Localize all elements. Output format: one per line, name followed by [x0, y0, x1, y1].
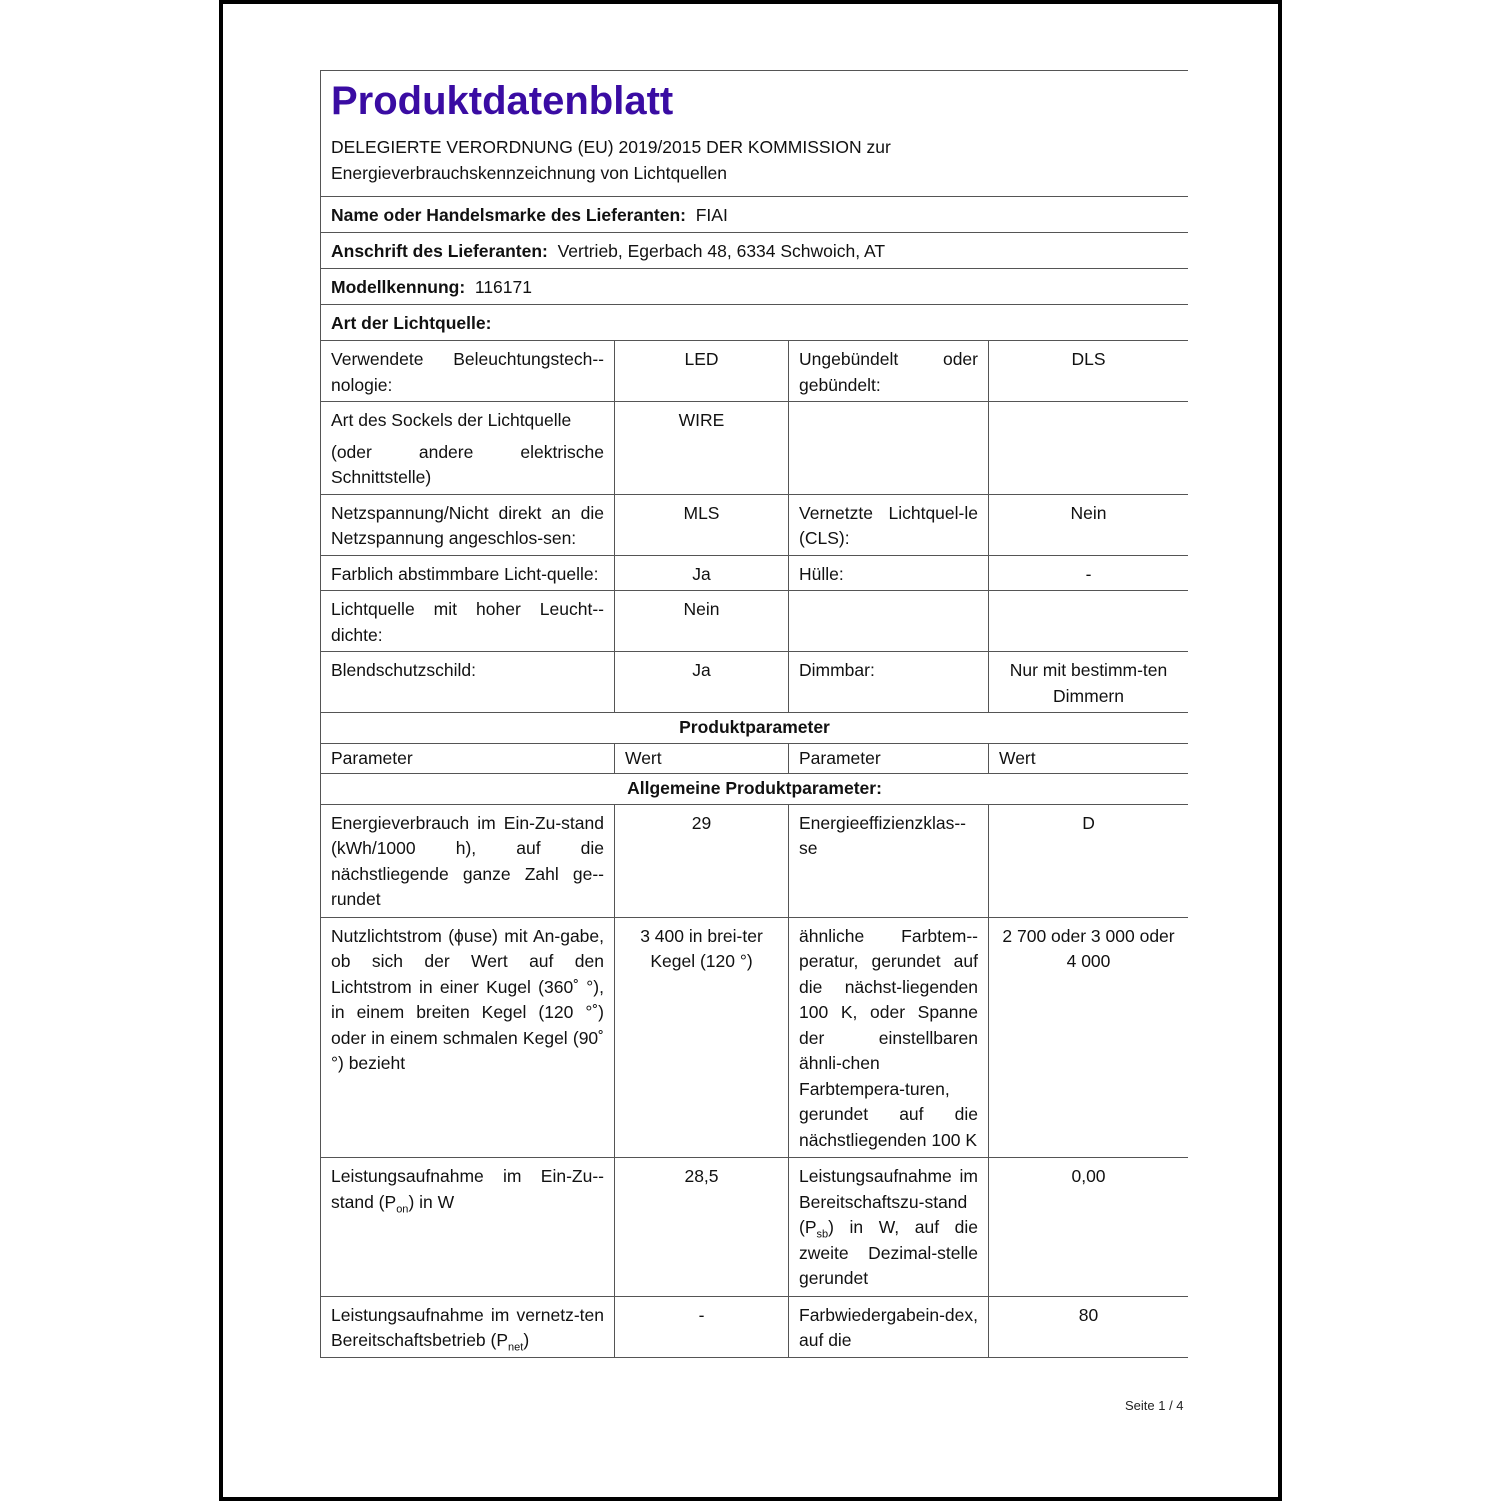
light-source-row — [321, 591, 1189, 652]
param-label: Blendschutzschild: — [321, 652, 615, 713]
supplier-address-value: Vertrieb, Egerbach 48, 6334 Schwoich, AT — [557, 241, 886, 261]
param-label: ähnliche Farbtem-peratur, gerundet auf die nächst-liegenden 100 K, oder Spanne der einstellbaren ähnli-chen Farbtempera-turen, gerundet auf die nächstliegenden 100 K — [789, 917, 989, 1158]
param-label: Nutzlichtstrom (ϕuse) mit An-gabe, ob sich der Wert auf den Lichtstrom in einer Kugel (360˚ °), in einem breiten Kegel (120 °˚) oder in einem schmalen Kegel (90˚ °) bezieht — [321, 917, 615, 1158]
supplier-address-row — [321, 233, 1189, 269]
param-label: Energieverbrauch im Ein-Zu-stand (kWh/1000 h), auf die nächstliegende ganze Zahl ge-rundet — [321, 804, 615, 917]
param-label — [789, 402, 989, 495]
param-label: Ungebündelt oder gebündelt: — [789, 341, 989, 402]
param-label-text: Leistungsaufnahme im Ein-Zu-stand (P — [331, 1166, 604, 1212]
param-label: Energieeffizienzklas-se — [789, 804, 989, 917]
param-label-text: ) in W, auf die zweite Dezimal-stelle gerundet — [799, 1217, 978, 1288]
page-number: Seite 1 / 4 — [1125, 1398, 1184, 1413]
light-source-row — [321, 652, 1189, 713]
param-label-line-1: Art des Sockels der Lichtquelle — [331, 410, 572, 430]
model-label: Modellkennung: — [331, 277, 466, 297]
param-label: Farbwiedergabein-dex, auf die — [789, 1296, 989, 1357]
param-value: Nein — [615, 591, 789, 652]
param-value: - — [615, 1296, 789, 1357]
light-source-row — [321, 402, 1189, 495]
param-value: DLS — [989, 341, 1189, 402]
param-value: 0,00 — [989, 1158, 1189, 1297]
light-source-row — [321, 555, 1189, 591]
column-header-wert: Wert — [989, 743, 1189, 774]
light-source-type-label: Art der Lichtquelle: — [331, 313, 492, 333]
product-parameter-row — [321, 804, 1189, 917]
product-parameter-row — [321, 917, 1189, 1158]
datasheet-table-container — [320, 70, 1188, 1386]
param-value — [989, 402, 1189, 495]
param-value: 29 — [615, 804, 789, 917]
param-label: Vernetzte Lichtquel-le (CLS): — [789, 494, 989, 555]
light-source-row — [321, 494, 1189, 555]
param-label — [321, 1296, 615, 1357]
document-page — [219, 0, 1282, 1501]
page-title: Produktdatenblatt — [331, 79, 674, 123]
param-label-text: Leistungsaufnahme im Bereitschaftszu-stand (P — [799, 1166, 978, 1237]
param-value: - — [989, 555, 1189, 591]
param-value: 3 400 in brei-ter Kegel (120 °) — [615, 917, 789, 1158]
param-value: Nur mit bestimm-ten Dimmern — [989, 652, 1189, 713]
param-value: LED — [615, 341, 789, 402]
param-value: 80 — [989, 1296, 1189, 1357]
header-cell — [321, 71, 1189, 197]
product-parameter-row — [321, 1158, 1189, 1297]
subscript: net — [508, 1341, 524, 1354]
product-parameter-row — [321, 1296, 1189, 1357]
param-label: Farblich abstimmbare Licht-quelle: — [321, 555, 615, 591]
param-value: 2 700 oder 3 000 oder 4 000 — [989, 917, 1189, 1158]
param-value: MLS — [615, 494, 789, 555]
supplier-name-label: Name oder Handelsmarke des Lieferanten: — [331, 205, 686, 225]
param-value: D — [989, 804, 1189, 917]
param-label: Netzspannung/Nicht direkt an die Netzspannung angeschlos-sen: — [321, 494, 615, 555]
regulation-line-2: Energieverbrauchskennzeichnung von Lichtquellen — [331, 162, 727, 183]
light-source-type-row — [321, 305, 1189, 341]
param-label — [789, 591, 989, 652]
regulation-line-1: DELEGIERTE VERORDNUNG (EU) 2019/2015 DER KOMMISSION zur — [331, 137, 891, 157]
param-label-text: ) in W — [408, 1191, 455, 1212]
param-label — [321, 402, 615, 495]
param-value: 28,5 — [615, 1158, 789, 1297]
param-label-line-2: (oder andere elektrische Schnittstelle) — [331, 441, 604, 487]
param-label: Hülle: — [789, 555, 989, 591]
param-label: Dimmbar: — [789, 652, 989, 713]
supplier-name-value: FIAI — [695, 205, 728, 225]
param-label: Lichtquelle mit hoher Leucht-dichte: — [321, 591, 615, 652]
column-header-parameter: Parameter — [789, 743, 989, 774]
model-value: 116171 — [474, 277, 532, 297]
param-value: Ja — [615, 555, 789, 591]
param-value: Ja — [615, 652, 789, 713]
param-value: Nein — [989, 494, 1189, 555]
subscript: on — [396, 1203, 409, 1215]
supplier-name-row — [321, 197, 1189, 233]
model-row — [321, 269, 1189, 305]
subscript: sb — [816, 1228, 829, 1241]
param-label: Verwendete Beleuchtungstech-nologie: — [321, 341, 615, 402]
column-header-wert: Wert — [615, 743, 789, 774]
column-header-row — [321, 743, 1189, 774]
param-value — [989, 591, 1189, 652]
light-source-row — [321, 341, 1189, 402]
supplier-address-label: Anschrift des Lieferanten: — [331, 241, 548, 261]
param-label-text: ) — [523, 1330, 530, 1350]
param-label-text: Leistungsaufnahme im vernetz-ten Bereitschaftsbetrieb (P — [331, 1304, 604, 1350]
datasheet-table — [320, 70, 1188, 1358]
column-header-parameter: Parameter — [321, 743, 615, 774]
param-label — [321, 1158, 615, 1297]
param-label — [789, 1158, 989, 1297]
section-heading-produktparameter: Produktparameter — [321, 713, 1189, 744]
section-heading-allgemeine: Allgemeine Produktparameter: — [321, 774, 1189, 805]
param-value: WIRE — [615, 402, 789, 495]
